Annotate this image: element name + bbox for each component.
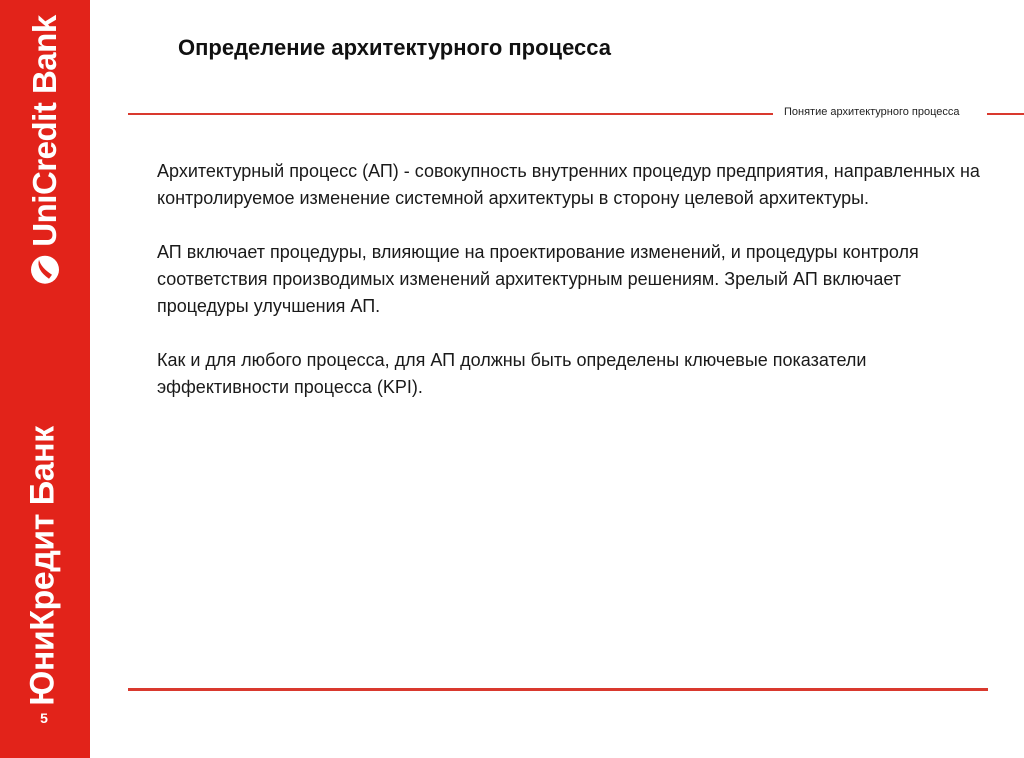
brand-name-cyrillic: ЮниКредит Банк: [23, 426, 62, 706]
section-label: Понятие архитектурного процесса: [784, 106, 960, 118]
header-divider-left: [128, 113, 773, 115]
footer-divider: [128, 688, 988, 691]
header-divider-right: [987, 113, 1024, 115]
page-number: 5: [40, 710, 48, 726]
unicredit-logo-icon: [30, 255, 60, 285]
slide-title: Определение архитектурного процесса: [178, 35, 611, 60]
brand-logo-latin: [26, 15, 64, 284]
body-paragraph: Архитектурный процесс (АП) - совокупность внутренних процедур предприятия, направленных на контролируемое изменение системной архитектуры в сторону целевой архитектуры.: [157, 161, 980, 208]
brand-sidebar: [0, 0, 90, 758]
body-paragraph: Как и для любого процесса, для АП должны быть определены ключевые показатели эффективности процесса (KPI).: [157, 350, 867, 397]
brand-name-latin: UniCredit Bank: [26, 15, 63, 247]
body-paragraph: АП включает процедуры, влияющие на проектирование изменений, и процедуры контроля соответствия производимых изменений архитектурным решениям. Зрелый АП включает процедуры улучшения АП.: [157, 242, 919, 316]
slide-body: [157, 158, 997, 428]
